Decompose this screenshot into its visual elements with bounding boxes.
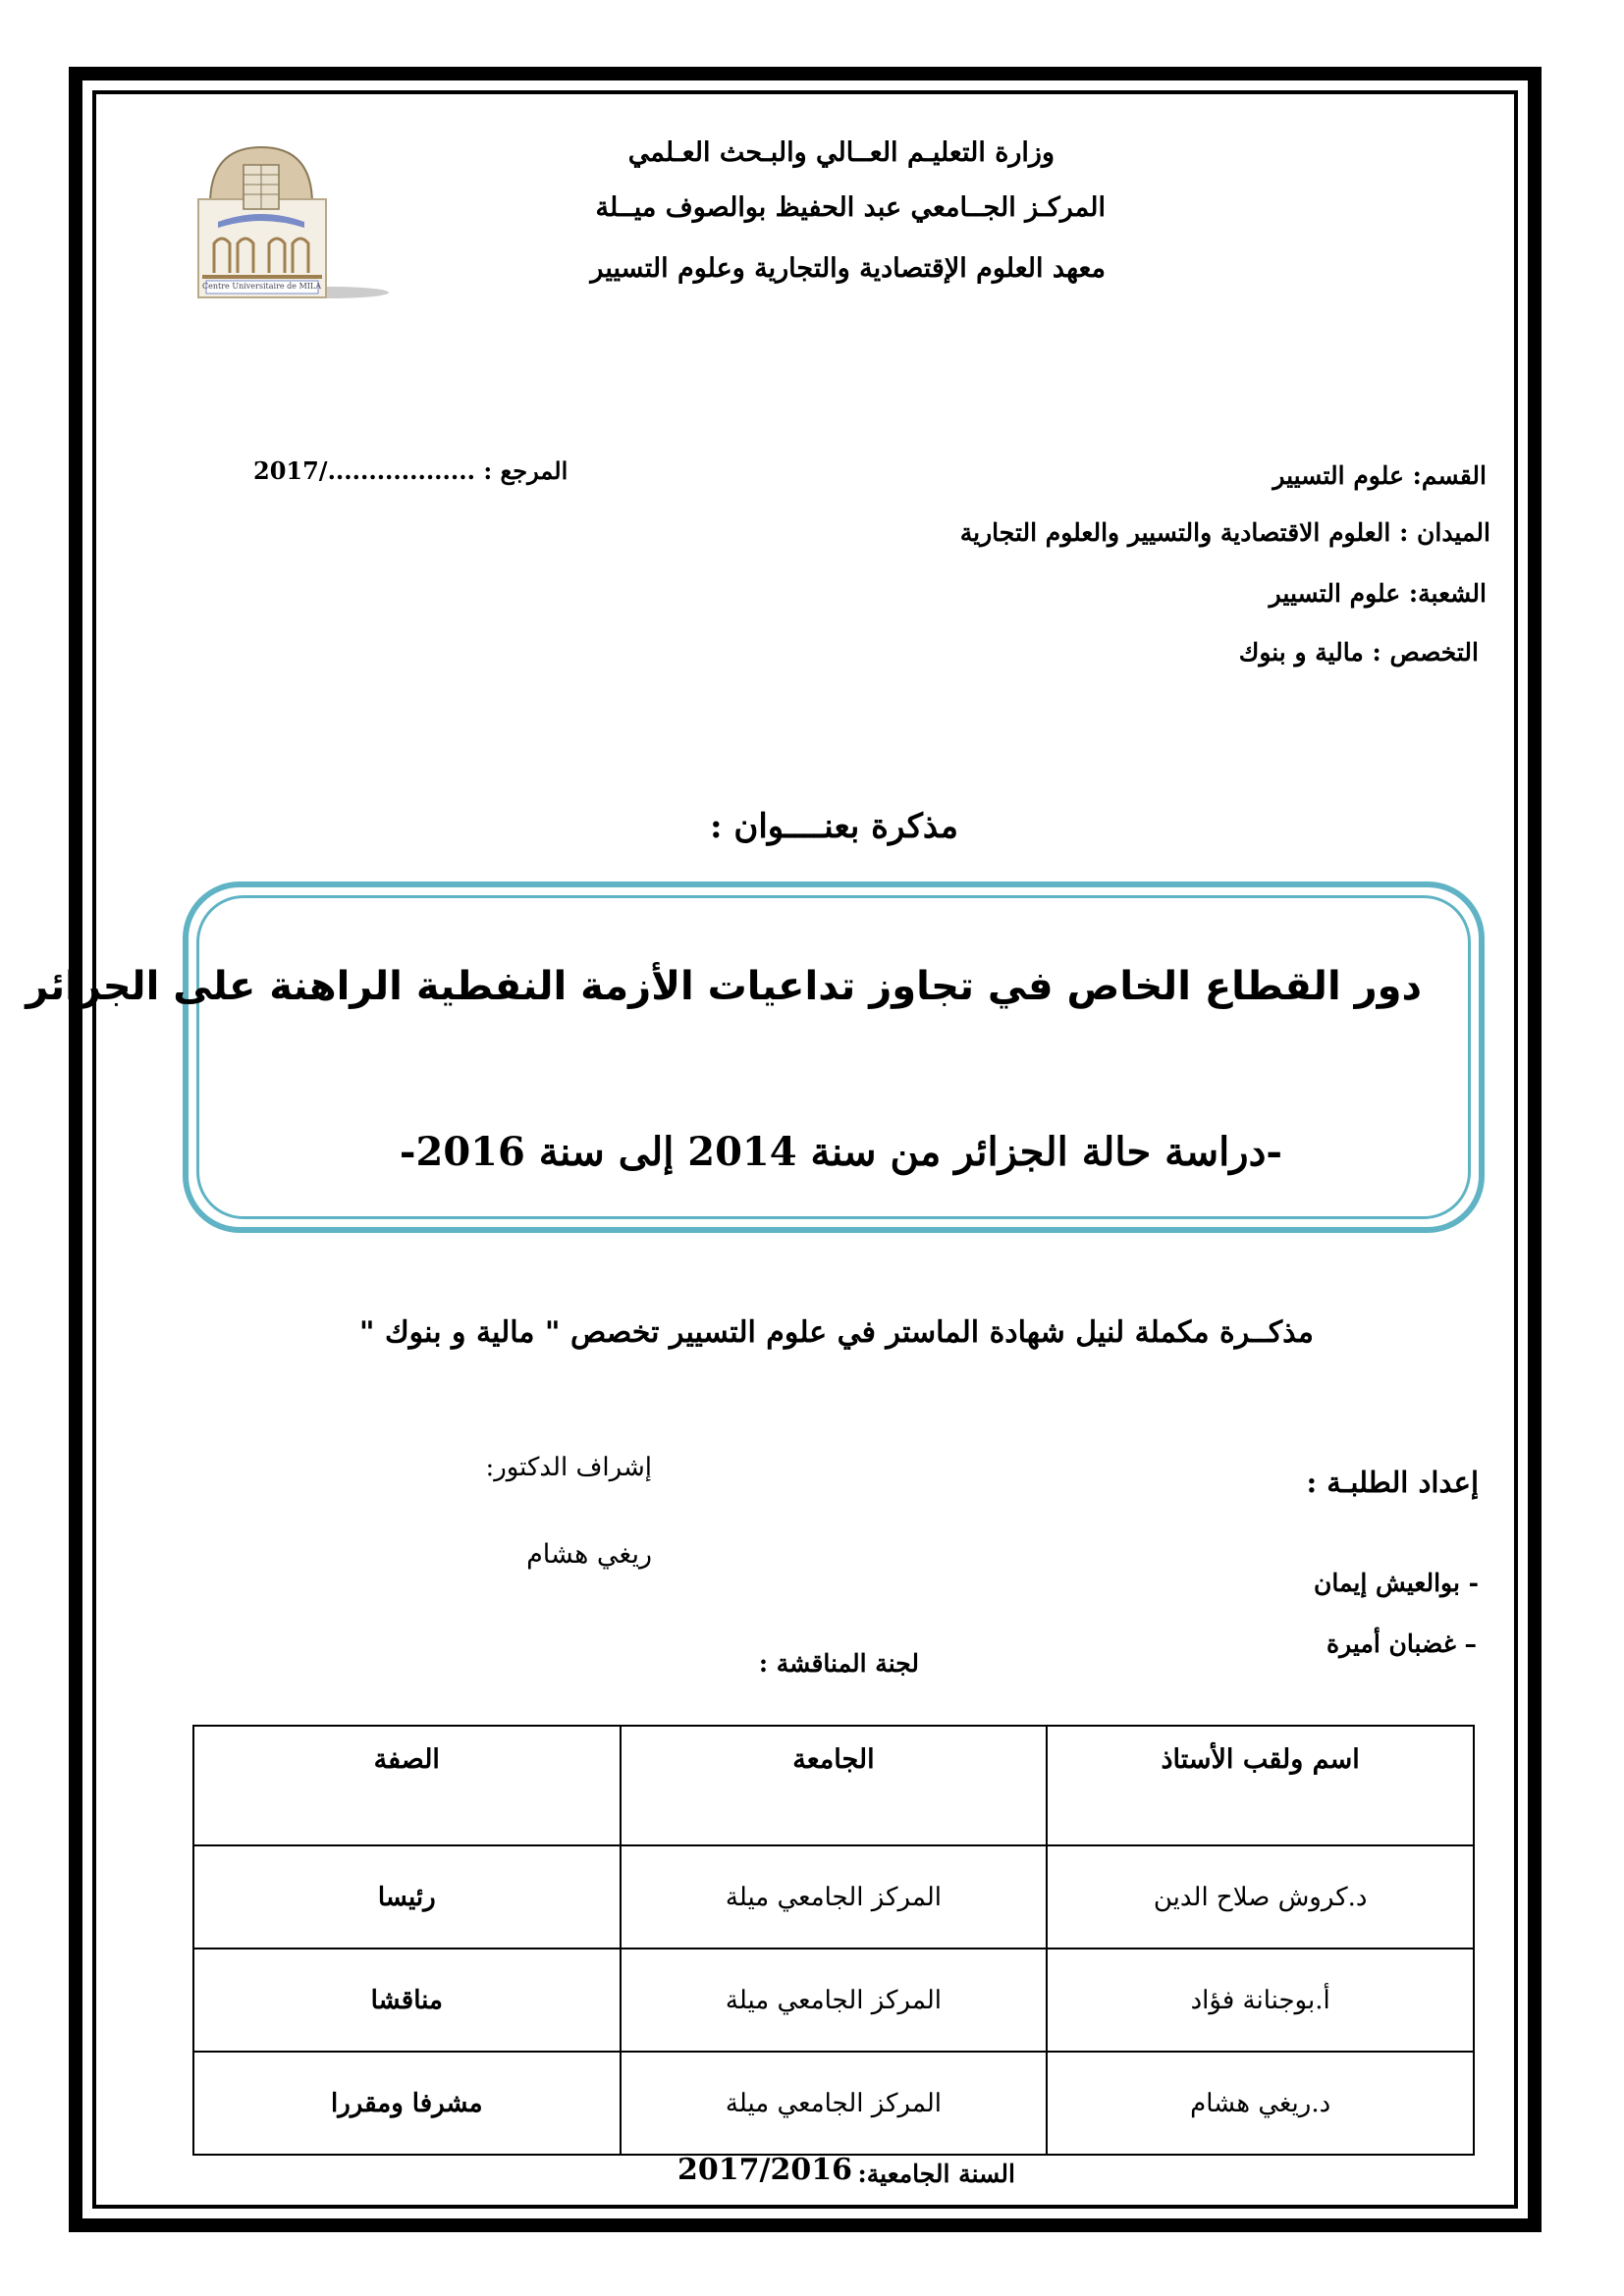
jury-member-name: أ.بوجنانة فؤاد bbox=[1047, 1949, 1474, 2052]
jury-member-university: المركز الجامعي ميلة bbox=[621, 1949, 1048, 2052]
jury-member-role: مناقشا bbox=[193, 1949, 621, 2052]
academic-year-value: 2017/2016 bbox=[677, 2153, 852, 2187]
jury-member-role: مشرفا ومقررا bbox=[193, 2052, 621, 2155]
department: القسم: علوم التسيير bbox=[1272, 461, 1487, 490]
degree-statement: مذكــرة مكملة لنيل شهادة الماستر في علوم التسيير تخصص " مالية و بنوك " bbox=[358, 1315, 1314, 1350]
thesis-title: دور القطاع الخاص في تجاوز تداعيات الأزمة النفطية الراهنة على الجزائر bbox=[26, 964, 1422, 1009]
column-header-university: الجامعة bbox=[621, 1726, 1048, 1845]
academic-year-label: السنة الجامعية: bbox=[857, 2160, 1015, 2188]
institute-name: معهد العلوم الإقتصادية والتجارية وعلوم التسيير bbox=[590, 253, 1106, 284]
student-name: - بوالعيش إيمان bbox=[1313, 1569, 1479, 1597]
jury-table bbox=[192, 1725, 1475, 2156]
jury-member-name: د.ريغي هشام bbox=[1047, 2052, 1474, 2155]
jury-member-university: المركز الجامعي ميلة bbox=[621, 1845, 1048, 1949]
branch: الشعبة: علوم التسيير bbox=[1269, 579, 1487, 608]
field: الميدان : العلوم الاقتصادية والتسيير والعلوم التجارية bbox=[959, 518, 1490, 547]
students-label: إعداد الطلبـة : bbox=[1306, 1466, 1479, 1499]
table-row bbox=[193, 1845, 1474, 1949]
supervisor-name: ريغي هشام bbox=[526, 1539, 652, 1570]
reference-number: المرجع : ................../2017 bbox=[253, 456, 568, 485]
ministry-name: وزارة التعليـم العــالي والبـحث العـلمي bbox=[627, 137, 1055, 168]
supervisor-label: إشراف الدكتور: bbox=[485, 1453, 652, 1482]
jury-member-name: د.كروش صلاح الدين bbox=[1047, 1845, 1474, 1949]
university-name: المركـز الجــامعي عبد الحفيظ بوالصوف ميــلة bbox=[595, 192, 1106, 223]
thesis-label: مذكرة بعنــــوان : bbox=[710, 807, 958, 846]
logo-caption: Centre Universitaire de MILA bbox=[202, 282, 322, 291]
thesis-subtitle: -دراسة حالة الجزائر من سنة 2014 إلى سنة 2016- bbox=[399, 1129, 1282, 1175]
jury-table-header bbox=[193, 1726, 1474, 1845]
university-logo bbox=[192, 145, 389, 302]
jury-label: لجنة المناقشة : bbox=[758, 1649, 919, 1678]
table-row bbox=[193, 2052, 1474, 2155]
column-header-name: اسم ولقب الأستاذ bbox=[1047, 1726, 1474, 1845]
jury-member-role: رئيسا bbox=[193, 1845, 621, 1949]
table-row bbox=[193, 1949, 1474, 2052]
jury-member-university: المركز الجامعي ميلة bbox=[621, 2052, 1048, 2155]
column-header-role: الصفة bbox=[193, 1726, 621, 1845]
specialty: التخصص : مالية و بنوك bbox=[1238, 638, 1479, 667]
student-name: – غضبان أميرة bbox=[1326, 1629, 1477, 1658]
